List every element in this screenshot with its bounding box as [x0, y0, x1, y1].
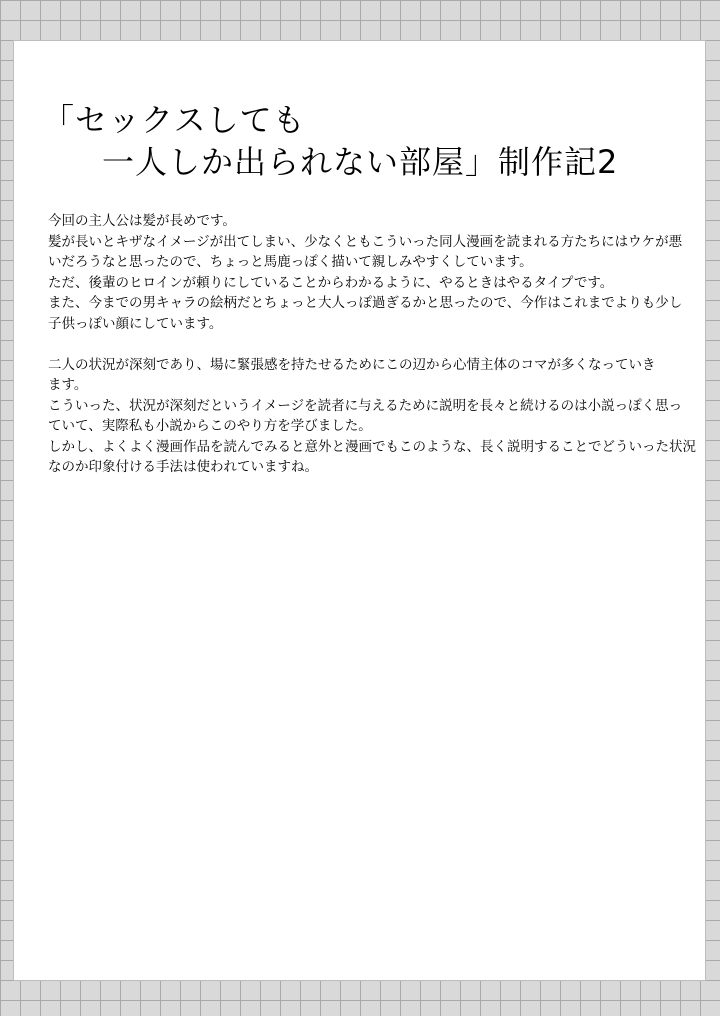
text-line: ます。: [48, 377, 88, 393]
text-line: 髪が長いとキザなイメージが出てしまい、少なくともこういった同人漫画を読まれる方たちにはウケが悪: [48, 233, 683, 250]
text-line: 子供っぽい顔にしています。: [48, 315, 223, 332]
body-text: [48, 211, 696, 478]
text-line: しかし、よくよく漫画作品を読んでみると意外と漫画でもこのような、長く説明することでどういった状況: [48, 438, 696, 455]
text-line: こういった、状況が深刻だというイメージを読者に与えるために説明を長々と続けるのは小説っぽく思っ: [48, 397, 683, 414]
text-line: なのか印象付ける手法は使われていますね。: [48, 459, 318, 475]
paragraph-2: [48, 355, 696, 478]
document-page: [13, 40, 706, 981]
text-line: 二人の状況が深刻であり、場に緊張感を持たせるためにこの辺から心情主体のコマが多くなっていき: [48, 356, 656, 373]
text-line: また、今までの男キャラの絵柄だとちょっと大人っぽ過ぎるかと思ったので、今作はこれまでよりも少し: [48, 295, 683, 311]
text-line: いだろうなと思ったので、ちょっと馬鹿っぽく描いて親しみやすくしています。: [48, 254, 533, 270]
paragraph-1: [48, 211, 683, 334]
text-line: ただ、後輩のヒロインが頼りにしていることからわかるように、やるときはやるタイプです。: [48, 274, 614, 291]
page-title: [42, 99, 682, 183]
title-line-1: 「セックスしても: [42, 101, 306, 139]
text-line: ていて、実際私も小説からこのやり方を学びました。: [48, 418, 372, 434]
title-line-2: 一人しか出られない部屋」制作記2: [102, 143, 619, 181]
text-line: 今回の主人公は髪が長めです。: [48, 213, 236, 229]
